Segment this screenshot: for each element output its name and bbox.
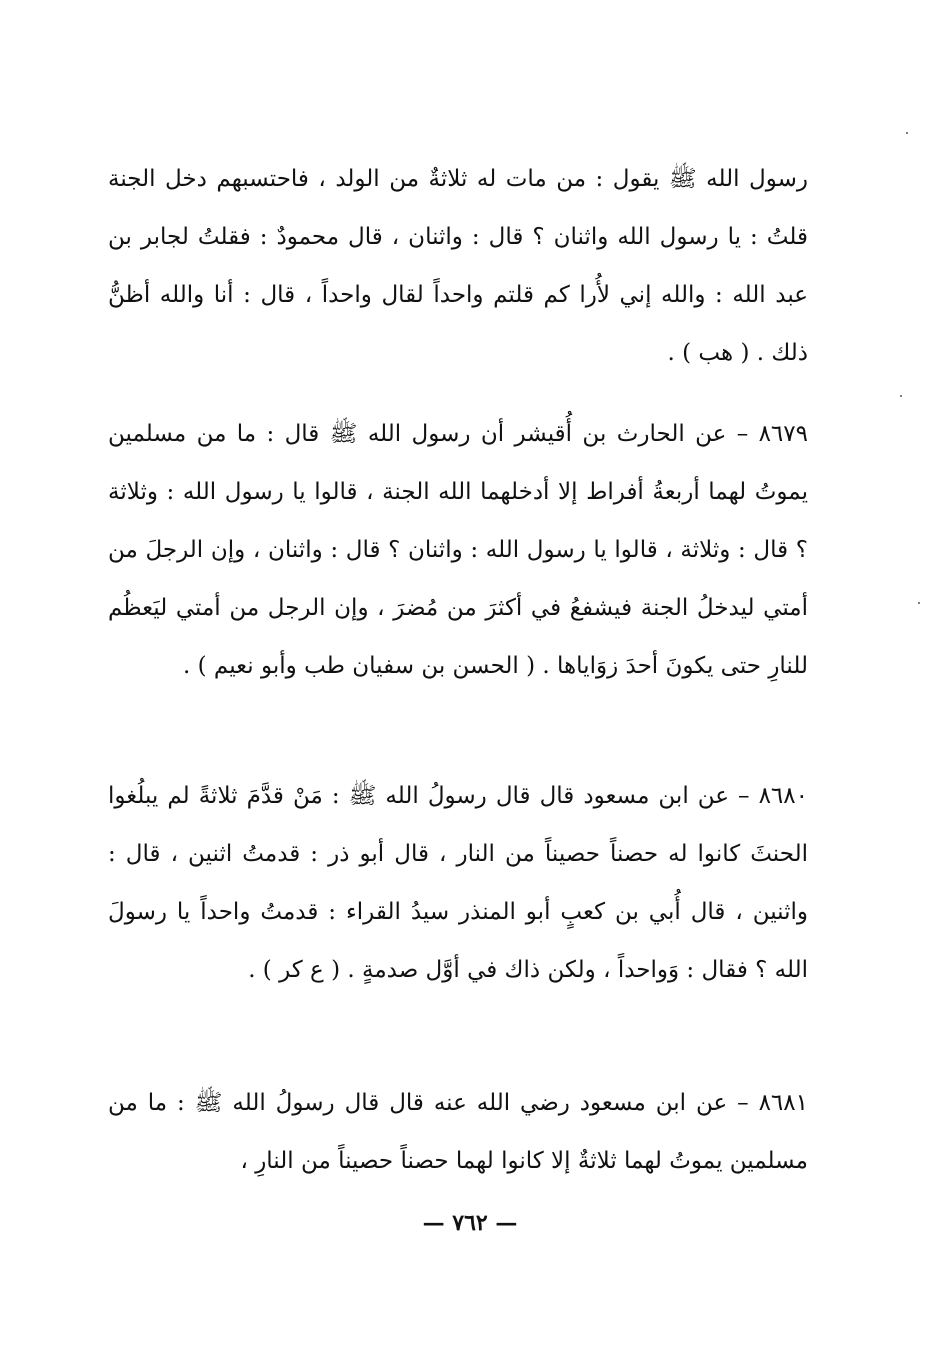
hadith-number: ٨٦٨١ [758,1090,808,1116]
scan-speck [900,395,902,397]
paragraph-text: – عن ابن مسعود رضي الله عنه قال قال رسولُ الله ﷺ : ما من مسلمين يموتُ لهما ثلاثةٌ إلا كانوا لهما حصناً حصيناً من النارِ ، [108,1090,808,1174]
paragraph-continuation [108,150,808,382]
hadith-number: ٨٦٨٠ [758,783,808,809]
hadith-8679 [108,405,808,695]
scan-speck [918,602,920,604]
page-number: — ٧٦٢ — [422,1210,518,1236]
paragraph-text: – عن الحارث بن أُقيشر أن رسول الله ﷺ قال : ما من مسلمين يموتُ لهما أربعةُ أفراط إلا أدخلهما الله الجنة ، قالوا يا رسول الله : وثلاثة ؟ قال : وثلاثة ، قالوا يا رسول الله : واثنان ؟ قال : واثنان ، وإن الرجلَ من أمتي ليدخلُ الجنة فيشفعُ في أكثرَ من مُضرَ ، وإن الرجل من أمتي ليَعظُم للنارِ حتى يكونَ أحدَ زوَاياها . ( الحسن بن سفيان طب وأبو نعيم ) . [108,421,808,679]
scan-speck [906,132,908,134]
hadith-number: ٨٦٧٩ [758,421,808,447]
hadith-8680 [108,767,808,999]
paragraph-text: – عن ابن مسعود قال قال رسولُ الله ﷺ : مَنْ قدَّمَ ثلاثةً لم يبلُغوا الحنثَ كانوا له حصناً حصيناً من النار ، قال أبو ذر : قدمتُ اثنين ، قال : واثنين ، قال أُبي بن كعبٍ أبو المنذر سيدُ القراء : قدمتُ واحداً يا رسولَ الله ؟ فقال : وَواحداً ، ولكن ذاك في أوَّل صدمةٍ . ( ع كر ) . [108,783,808,983]
paragraph-text: رسول الله ﷺ يقول : من مات له ثلاثةٌ من الولد ، فاحتسبهم دخل الجنة قلتُ : يا رسول الله واثنان ؟ قال : واثنان ، قال محمودٌ : فقلتُ لجابر بن عبد الله : والله إني لأُرا كم قلتم واحداً لقال واحداً ، قال : أنا والله أظنُّ ذلك . ( هب ) . [108,166,808,366]
hadith-8681 [108,1074,808,1190]
